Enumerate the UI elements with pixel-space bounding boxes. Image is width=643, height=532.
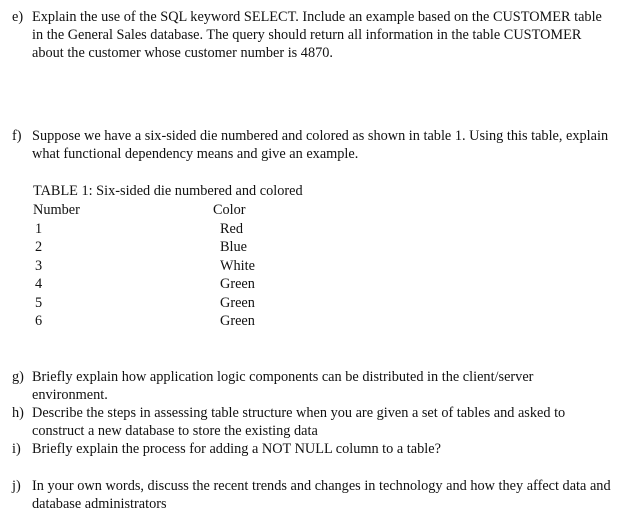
table-caption: TABLE 1: Six-sided die numbered and colored: [33, 183, 303, 199]
cell-number: 6: [35, 313, 43, 329]
question-h-label: h): [12, 405, 24, 421]
cell-number: 4: [35, 276, 43, 292]
question-e-label: e): [12, 9, 24, 25]
question-g-text: Briefly explain how application logic components can be distributed in the client/server environment.: [32, 369, 534, 403]
question-i-text: Briefly explain the process for adding a NOT NULL column to a table?: [32, 441, 441, 457]
table-row: [33, 294, 333, 313]
cell-color: Blue: [220, 239, 248, 255]
header-number: Number: [33, 202, 80, 218]
question-f-text: Suppose we have a six-sided die numbered and colored as shown in table 1. Using this table, explain what functional dependency means and give an example.: [32, 128, 609, 162]
question-j-label: j): [12, 478, 21, 494]
cell-number: 1: [35, 220, 43, 237]
question-j: [12, 477, 612, 513]
table-row: [33, 238, 333, 257]
cell-color: Green: [220, 313, 255, 329]
header-color: Color: [213, 202, 246, 218]
table-row: [33, 312, 333, 331]
question-f: [12, 127, 612, 163]
question-i-label: i): [12, 441, 21, 457]
question-g: [12, 368, 612, 404]
cell-color: Green: [220, 276, 255, 292]
question-e: [12, 8, 612, 62]
question-e-text: Explain the use of the SQL keyword SELECT. Include an example based on the CUSTOMER table in the General Sales database. The query should return all information in the table CUSTOMER about the customer whose customer number is 4870.: [32, 9, 602, 61]
cell-color: Green: [220, 294, 255, 311]
cell-number: 5: [35, 294, 43, 311]
table-row: [33, 220, 333, 239]
cell-color: Red: [220, 220, 244, 237]
question-f-label: f): [12, 128, 22, 144]
cell-number: 3: [35, 257, 43, 274]
question-g-label: g): [12, 369, 24, 385]
table-header-row: [33, 201, 333, 220]
cell-number: 2: [35, 239, 43, 255]
question-j-text: In your own words, discuss the recent trends and changes in technology and how they affect data and database administrators: [32, 478, 611, 512]
table-row: [33, 275, 333, 294]
table-row: [33, 257, 333, 276]
cell-color: White: [220, 257, 255, 274]
question-i: [12, 440, 612, 458]
question-h-text: Describe the steps in assessing table structure when you are given a set of tables and asked to construct a new database to store the existing data: [32, 405, 566, 439]
die-table: [33, 201, 333, 331]
question-h: [12, 404, 612, 440]
